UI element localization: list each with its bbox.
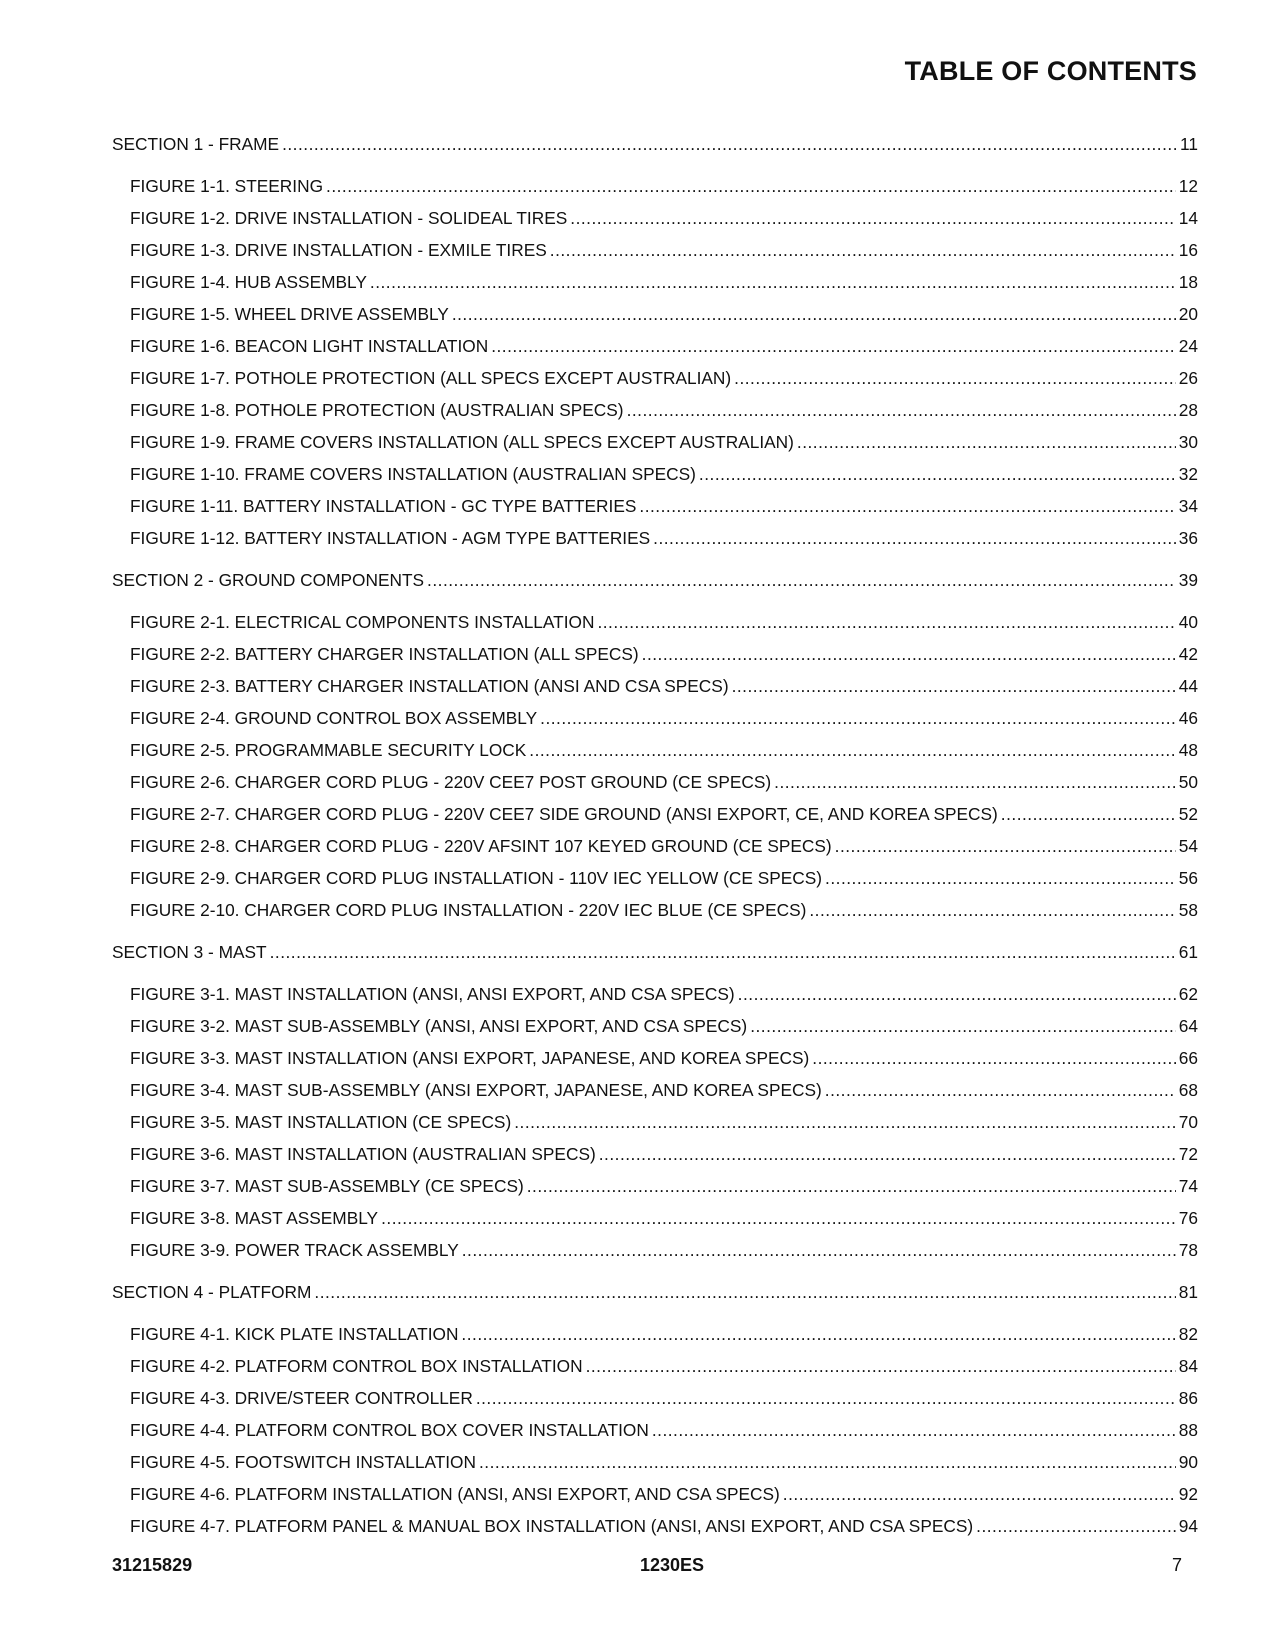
toc-figure-entry[interactable] (112, 1350, 1198, 1382)
toc-section-entry[interactable] (112, 564, 1198, 596)
toc-entry-page-number: 86 (1178, 1388, 1198, 1408)
toc-figure-entry[interactable] (112, 978, 1198, 1010)
dot-leader (326, 170, 1176, 202)
toc-entry-label: FIGURE 2-6. CHARGER CORD PLUG - 220V CEE7 POST GROUND (CE SPECS) (130, 772, 772, 792)
toc-entry-label: FIGURE 2-5. PROGRAMMABLE SECURITY LOCK (130, 740, 527, 760)
toc-entry-label: FIGURE 3-8. MAST ASSEMBLY (130, 1208, 379, 1228)
toc-figure-entry[interactable] (112, 1074, 1198, 1106)
toc-entry-page-number: 88 (1178, 1420, 1198, 1440)
toc-figure-entry[interactable] (112, 170, 1198, 202)
toc-figure-entry[interactable] (112, 394, 1198, 426)
toc-entry-label: FIGURE 1-10. FRAME COVERS INSTALLATION (AUSTRALIAN SPECS) (130, 464, 696, 484)
page-title: TABLE OF CONTENTS (904, 56, 1197, 86)
toc-entry-page-number: 36 (1178, 528, 1198, 548)
toc-entry-label: FIGURE 3-5. MAST INSTALLATION (CE SPECS) (130, 1112, 512, 1132)
toc-figure-entry[interactable] (112, 894, 1198, 926)
toc-entry-page-number: 66 (1178, 1048, 1198, 1068)
dot-leader (314, 1276, 1175, 1308)
toc-entry-page-number: 92 (1178, 1484, 1198, 1504)
toc-section-entry[interactable] (112, 936, 1198, 968)
toc-entry-label: FIGURE 3-4. MAST SUB-ASSEMBLY (ANSI EXPORT, JAPANESE, AND KOREA SPECS) (130, 1080, 822, 1100)
toc-figure-entry[interactable] (112, 702, 1198, 734)
dot-leader (282, 128, 1177, 160)
toc-figure-entry[interactable] (112, 862, 1198, 894)
toc-entry-label: FIGURE 3-3. MAST INSTALLATION (ANSI EXPORT, JAPANESE, AND KOREA SPECS) (130, 1048, 810, 1068)
toc-entry-page-number: 30 (1178, 432, 1198, 452)
toc-section-entry[interactable] (112, 1276, 1198, 1308)
toc-entry-label: FIGURE 2-10. CHARGER CORD PLUG INSTALLATION - 220V IEC BLUE (CE SPECS) (130, 900, 807, 920)
toc-entry-page-number: 39 (1178, 570, 1198, 590)
toc-figure-entry[interactable] (112, 490, 1198, 522)
toc-figure-entry[interactable] (112, 638, 1198, 670)
footer-model: 1230ES (640, 1555, 705, 1575)
dot-leader (835, 830, 1176, 862)
dot-leader (570, 202, 1176, 234)
toc-figure-entry[interactable] (112, 202, 1198, 234)
toc-entry-label: FIGURE 1-12. BATTERY INSTALLATION - AGM TYPE BATTERIES (130, 528, 651, 548)
toc-figure-entry[interactable] (112, 670, 1198, 702)
dot-leader (627, 394, 1176, 426)
dot-leader (527, 1170, 1176, 1202)
toc-entry-label: FIGURE 1-3. DRIVE INSTALLATION - EXMILE TIRES (130, 240, 547, 260)
toc-entry-label: FIGURE 4-5. FOOTSWITCH INSTALLATION (130, 1452, 476, 1472)
toc-entry-page-number: 12 (1178, 176, 1198, 196)
toc-entry-label: FIGURE 1-9. FRAME COVERS INSTALLATION (ALL SPECS EXCEPT AUSTRALIAN) (130, 432, 794, 452)
toc-figure-entry[interactable] (112, 734, 1198, 766)
toc-figure-entry[interactable] (112, 266, 1198, 298)
toc-entry-page-number: 74 (1178, 1176, 1198, 1196)
toc-figure-entry[interactable] (112, 1510, 1198, 1542)
toc-entry-page-number: 70 (1178, 1112, 1198, 1132)
toc-entry-page-number: 14 (1178, 208, 1198, 228)
dot-leader (599, 1138, 1176, 1170)
toc-entry-page-number: 18 (1178, 272, 1198, 292)
toc-entry-label: SECTION 4 - PLATFORM (112, 1282, 312, 1302)
table-of-contents (112, 128, 1198, 1542)
dot-leader (825, 862, 1176, 894)
toc-entry-page-number: 94 (1178, 1516, 1198, 1536)
toc-entry-page-number: 64 (1178, 1016, 1198, 1036)
toc-entry-label: FIGURE 2-9. CHARGER CORD PLUG INSTALLATION - 110V IEC YELLOW (CE SPECS) (130, 868, 823, 888)
toc-entry-page-number: 76 (1178, 1208, 1198, 1228)
dot-leader (476, 1382, 1176, 1414)
dot-leader (462, 1234, 1176, 1266)
toc-entry-label: FIGURE 4-4. PLATFORM CONTROL BOX COVER INSTALLATION (130, 1420, 649, 1440)
footer-doc-number: 31215829 (112, 1555, 193, 1575)
dot-leader (461, 1318, 1175, 1350)
toc-entry-label: FIGURE 3-7. MAST SUB-ASSEMBLY (CE SPECS) (130, 1176, 524, 1196)
dot-leader (529, 734, 1175, 766)
toc-entry-label: FIGURE 1-1. STEERING (130, 176, 324, 196)
toc-entry-page-number: 44 (1178, 676, 1198, 696)
toc-entry-page-number: 46 (1178, 708, 1198, 728)
dot-leader (514, 1106, 1176, 1138)
toc-entry-page-number: 54 (1178, 836, 1198, 856)
toc-entry-page-number: 20 (1178, 304, 1198, 324)
toc-entry-page-number: 52 (1178, 804, 1198, 824)
dot-leader (1001, 798, 1176, 830)
toc-entry-page-number: 40 (1178, 612, 1198, 632)
toc-entry-page-number: 81 (1178, 1282, 1198, 1302)
toc-entry-label: FIGURE 3-6. MAST INSTALLATION (AUSTRALIAN SPECS) (130, 1144, 596, 1164)
toc-entry-page-number: 90 (1178, 1452, 1198, 1472)
toc-entry-label: FIGURE 4-3. DRIVE/STEER CONTROLLER (130, 1388, 473, 1408)
toc-entry-label: FIGURE 2-4. GROUND CONTROL BOX ASSEMBLY (130, 708, 538, 728)
toc-figure-entry[interactable] (112, 1170, 1198, 1202)
toc-entry-label: FIGURE 1-11. BATTERY INSTALLATION - GC TYPE BATTERIES (130, 496, 637, 516)
toc-figure-entry[interactable] (112, 1318, 1198, 1350)
toc-entry-label: FIGURE 1-2. DRIVE INSTALLATION - SOLIDEAL TIRES (130, 208, 568, 228)
dot-leader (653, 522, 1176, 554)
toc-figure-entry[interactable] (112, 362, 1198, 394)
dot-leader (774, 766, 1176, 798)
toc-entry-label: FIGURE 3-1. MAST INSTALLATION (ANSI, ANSI EXPORT, AND CSA SPECS) (130, 984, 735, 1004)
toc-entry-label: FIGURE 1-8. POTHOLE PROTECTION (AUSTRALIAN SPECS) (130, 400, 624, 420)
toc-entry-page-number: 78 (1178, 1240, 1198, 1260)
dot-leader (370, 266, 1176, 298)
toc-entry-page-number: 68 (1178, 1080, 1198, 1100)
toc-entry-page-number: 61 (1178, 942, 1198, 962)
toc-figure-entry[interactable] (112, 798, 1198, 830)
toc-figure-entry[interactable] (112, 1414, 1198, 1446)
toc-entry-page-number: 32 (1178, 464, 1198, 484)
toc-entry-label: FIGURE 2-3. BATTERY CHARGER INSTALLATION (ANSI AND CSA SPECS) (130, 676, 729, 696)
toc-figure-entry[interactable] (112, 1382, 1198, 1414)
toc-entry-label: FIGURE 4-7. PLATFORM PANEL & MANUAL BOX INSTALLATION (ANSI, ANSI EXPORT, AND CSA SPECS) (130, 1516, 974, 1536)
dot-leader (812, 1042, 1176, 1074)
dot-leader (427, 564, 1176, 596)
toc-figure-entry[interactable] (112, 830, 1198, 862)
dot-leader (797, 426, 1176, 458)
toc-entry-label: FIGURE 1-5. WHEEL DRIVE ASSEMBLY (130, 304, 449, 324)
toc-entry-page-number: 42 (1178, 644, 1198, 664)
toc-entry-page-number: 48 (1178, 740, 1198, 760)
toc-figure-entry[interactable] (112, 330, 1198, 362)
toc-entry-label: FIGURE 1-7. POTHOLE PROTECTION (ALL SPECS EXCEPT AUSTRALIAN) (130, 368, 732, 388)
toc-section-entry[interactable] (112, 128, 1198, 160)
dot-leader (976, 1510, 1176, 1542)
dot-leader (738, 978, 1176, 1010)
toc-entry-page-number: 72 (1178, 1144, 1198, 1164)
toc-figure-entry[interactable] (112, 1042, 1198, 1074)
dot-leader (734, 362, 1176, 394)
toc-figure-entry[interactable] (112, 606, 1198, 638)
dot-leader (699, 458, 1176, 490)
toc-figure-entry[interactable] (112, 522, 1198, 554)
dot-leader (825, 1074, 1176, 1106)
toc-figure-entry[interactable] (112, 298, 1198, 330)
toc-figure-entry[interactable] (112, 1202, 1198, 1234)
toc-figure-entry[interactable] (112, 1446, 1198, 1478)
dot-leader (597, 606, 1175, 638)
toc-entry-page-number: 26 (1178, 368, 1198, 388)
toc-figure-entry[interactable] (112, 766, 1198, 798)
toc-figure-entry[interactable] (112, 1106, 1198, 1138)
toc-entry-label: FIGURE 2-8. CHARGER CORD PLUG - 220V AFSINT 107 KEYED GROUND (CE SPECS) (130, 836, 832, 856)
dot-leader (750, 1010, 1176, 1042)
dot-leader (479, 1446, 1176, 1478)
toc-entry-label: FIGURE 4-1. KICK PLATE INSTALLATION (130, 1324, 459, 1344)
toc-entry-page-number: 11 (1180, 134, 1198, 154)
dot-leader (783, 1478, 1176, 1510)
dot-leader (491, 330, 1176, 362)
toc-entry-label: FIGURE 3-9. POWER TRACK ASSEMBLY (130, 1240, 459, 1260)
dot-leader (586, 1350, 1176, 1382)
dot-leader (381, 1202, 1176, 1234)
toc-entry-page-number: 58 (1178, 900, 1198, 920)
dot-leader (550, 234, 1176, 266)
toc-entry-label: SECTION 1 - FRAME (112, 134, 280, 154)
toc-figure-entry[interactable] (112, 1478, 1198, 1510)
dot-leader (652, 1414, 1176, 1446)
toc-figure-entry[interactable] (112, 458, 1198, 490)
toc-figure-entry[interactable] (112, 1010, 1198, 1042)
toc-entry-page-number: 28 (1178, 400, 1198, 420)
toc-entry-label: SECTION 2 - GROUND COMPONENTS (112, 570, 425, 590)
toc-figure-entry[interactable] (112, 1138, 1198, 1170)
toc-entry-label: SECTION 3 - MAST (112, 942, 267, 962)
toc-entry-label: FIGURE 4-6. PLATFORM INSTALLATION (ANSI, ANSI EXPORT, AND CSA SPECS) (130, 1484, 780, 1504)
toc-entry-label: FIGURE 4-2. PLATFORM CONTROL BOX INSTALLATION (130, 1356, 583, 1376)
toc-entry-label: FIGURE 2-7. CHARGER CORD PLUG - 220V CEE7 SIDE GROUND (ANSI EXPORT, CE, AND KOREA SPECS) (130, 804, 998, 824)
dot-leader (642, 638, 1176, 670)
toc-figure-entry[interactable] (112, 234, 1198, 266)
dot-leader (540, 702, 1176, 734)
toc-entry-page-number: 84 (1178, 1356, 1198, 1376)
toc-entry-page-number: 50 (1178, 772, 1198, 792)
dot-leader (270, 936, 1176, 968)
toc-entry-page-number: 82 (1178, 1324, 1198, 1344)
dot-leader (809, 894, 1175, 926)
dot-leader (452, 298, 1176, 330)
toc-entry-label: FIGURE 1-6. BEACON LIGHT INSTALLATION (130, 336, 489, 356)
toc-figure-entry[interactable] (112, 426, 1198, 458)
toc-entry-label: FIGURE 1-4. HUB ASSEMBLY (130, 272, 367, 292)
footer-page-number: 7 (1171, 1555, 1182, 1575)
toc-entry-page-number: 62 (1178, 984, 1198, 1004)
toc-entry-label: FIGURE 2-2. BATTERY CHARGER INSTALLATION (ALL SPECS) (130, 644, 639, 664)
toc-entry-label: FIGURE 2-1. ELECTRICAL COMPONENTS INSTALLATION (130, 612, 595, 632)
toc-entry-page-number: 34 (1178, 496, 1198, 516)
dot-leader (732, 670, 1176, 702)
toc-entry-page-number: 24 (1178, 336, 1198, 356)
toc-entry-page-number: 56 (1178, 868, 1198, 888)
dot-leader (639, 490, 1175, 522)
toc-entry-label: FIGURE 3-2. MAST SUB-ASSEMBLY (ANSI, ANSI EXPORT, AND CSA SPECS) (130, 1016, 748, 1036)
toc-entry-page-number: 16 (1178, 240, 1198, 260)
toc-figure-entry[interactable] (112, 1234, 1198, 1266)
